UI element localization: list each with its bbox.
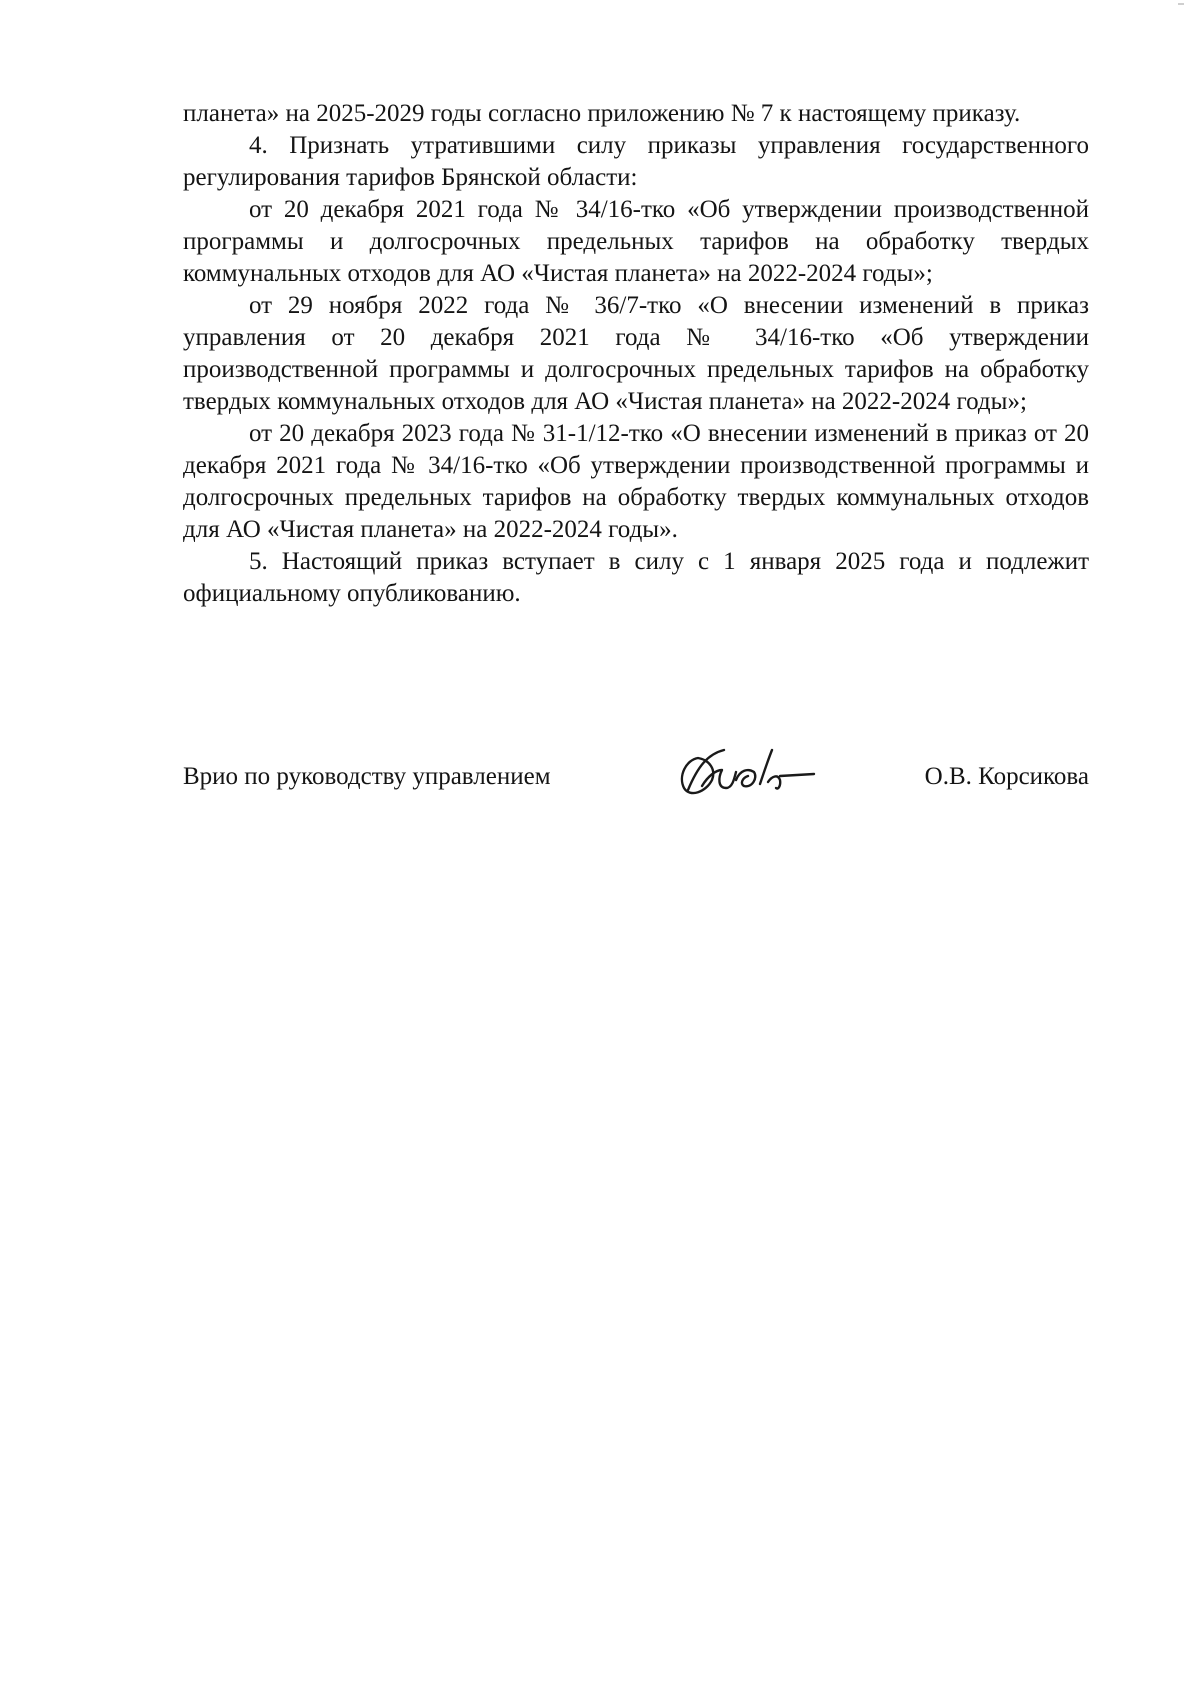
paragraph-item-5: 5. Настоящий приказ вступает в силу с 1 января 2025 года и подлежит официальному опубликованию. bbox=[183, 548, 1089, 607]
signatory-name: О.В. Корсикова bbox=[924, 763, 1089, 790]
paragraph-item-4: 4. Признать утратившими силу приказы управления государственного регулирования тарифов Брянской области: bbox=[183, 132, 1089, 191]
paragraph-repealed-order-2: от 29 ноября 2022 года № 36/7-тко «О внесении изменений в приказ управления от 20 декабря 2021 года № 34/16-тко «Об утверждении производственной программы и долгосрочных предельных тарифов на обработку твердых коммунальных отходов для АО «Чистая планета» на 2022-2024 годы»; bbox=[183, 292, 1089, 415]
signatory-position: Врио по руководству управлением bbox=[183, 763, 551, 790]
document-body bbox=[183, 98, 1089, 610]
handwritten-signature bbox=[668, 736, 828, 806]
signature-block bbox=[183, 744, 1089, 814]
scan-artifact bbox=[1178, 3, 1184, 5]
paragraph-repealed-order-3: от 20 декабря 2023 года № 31-1/12-тко «О внесении изменений в приказ от 20 декабря 2021 года № 34/16-тко «Об утверждении производственной программы и долгосрочных предельных тарифов на обработку твердых коммунальных отходов для АО «Чистая планета» на 2022-2024 годы». bbox=[183, 420, 1089, 543]
paragraph-repealed-order-1: от 20 декабря 2021 года № 34/16-тко «Об утверждении производственной программы и долгосрочных предельных тарифов на обработку твердых коммунальных отходов для АО «Чистая планета» на 2022-2024 годы»; bbox=[183, 196, 1089, 287]
paragraph-continuation: планета» на 2025-2029 годы согласно приложению № 7 к настоящему приказу. bbox=[183, 100, 1021, 127]
